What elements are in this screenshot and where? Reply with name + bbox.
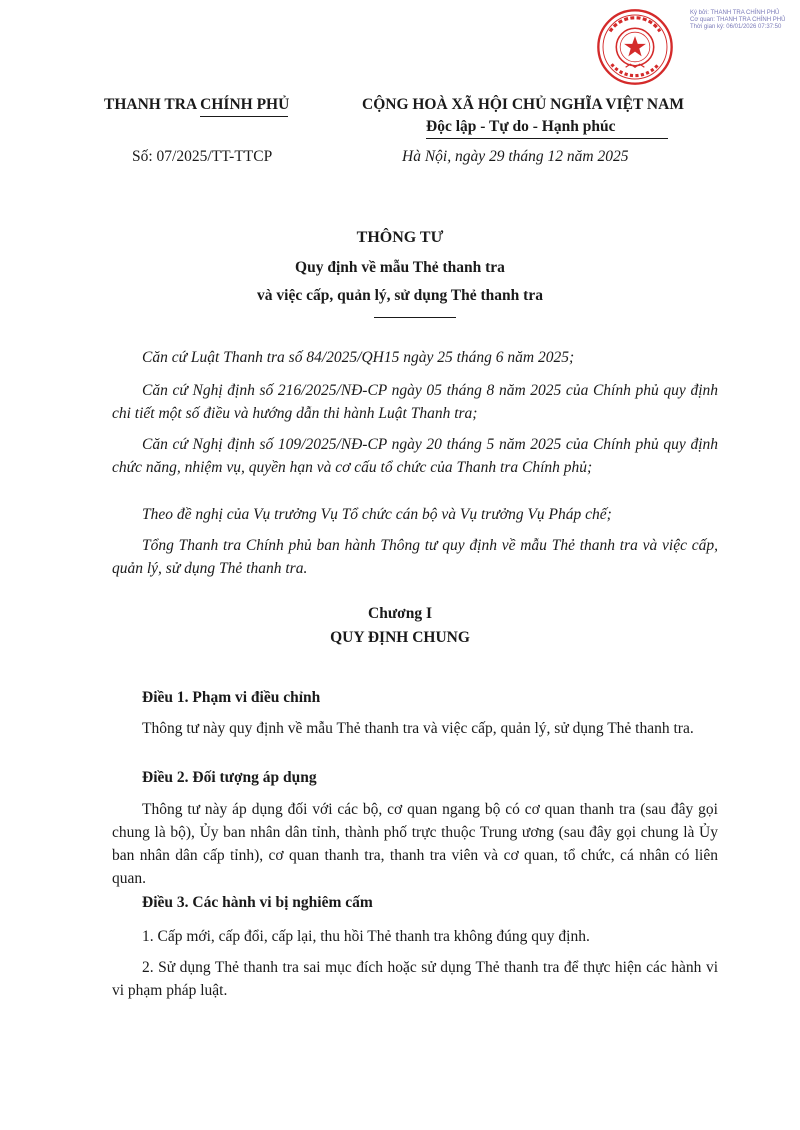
article-title: Điều 2. Đối tượng áp dụng xyxy=(142,769,317,786)
chapter-name: QUY ĐỊNH CHUNG xyxy=(330,629,470,646)
national-motto: Độc lập - Tự do - Hạnh phúc xyxy=(426,118,616,135)
article-title: Điều 3. Các hành vi bị nghiêm cấm xyxy=(142,894,373,911)
document-type: THÔNG TƯ xyxy=(356,229,444,246)
article-paragraph: 1. Cấp mới, cấp đổi, cấp lại, thu hồi Thẻ thanh tra không đúng quy định. xyxy=(142,928,590,945)
agency-underline xyxy=(200,116,288,117)
motto-underline xyxy=(426,138,668,139)
preamble-paragraph: Căn cứ Nghị định số 216/2025/NĐ-CP ngày 05 tháng 8 năm 2025 của Chính phủ quy định chi tiết một số điều và hướng dẫn thi hành Luật Thanh tra; xyxy=(112,382,718,422)
article-paragraph: Thông tư này áp dụng đối với các bộ, cơ quan ngang bộ có cơ quan thanh tra (sau đây gọi chung là bộ), Ủy ban nhân dân tỉnh, thành phố trực thuộc Trung ương (sau đây gọi chung là Ủy ban nhân dân cấp tỉnh), cơ quan thanh tra, thanh tra viên và cơ quan, tổ chức, cá nhân có liên quan. xyxy=(112,801,718,887)
article-title: Điều 1. Phạm vi điều chỉnh xyxy=(142,689,321,706)
digital-signature-info xyxy=(690,10,798,31)
document-number: Số: 07/2025/TT-TTCP xyxy=(132,148,273,165)
document-title-line2: và việc cấp, quản lý, sử dụng Thẻ thanh tra xyxy=(257,287,543,304)
signature-time: Thời gian ký: 06/01/2026 07:37:50 xyxy=(690,24,782,30)
article-paragraph: Thông tư này quy định về mẫu Thẻ thanh tra và việc cấp, quản lý, sử dụng Thẻ thanh tra. xyxy=(142,720,694,737)
title-divider xyxy=(374,317,456,318)
national-title: CỘNG HOÀ XÃ HỘI CHỦ NGHĨA VIỆT NAM xyxy=(362,96,684,113)
preamble-paragraph: Theo đề nghị của Vụ trưởng Vụ Tổ chức cán bộ và Vụ trưởng Vụ Pháp chế; xyxy=(142,506,612,523)
official-seal-icon xyxy=(596,8,674,86)
chapter-label: Chương I xyxy=(368,605,432,622)
article-paragraph: 2. Sử dụng Thẻ thanh tra sai mục đích hoặc sử dụng Thẻ thanh tra để thực hiện các hành vi vi phạm pháp luật. xyxy=(112,959,718,999)
document-title-line1: Quy định về mẫu Thẻ thanh tra xyxy=(295,259,505,276)
signature-org: Cơ quan: THANH TRA CHÍNH PHỦ xyxy=(690,17,786,23)
issuing-agency: THANH TRA CHÍNH PHỦ xyxy=(104,96,290,113)
signature-signer: Ký bởi: THANH TRA CHÍNH PHỦ xyxy=(690,10,780,16)
place-date: Hà Nội, ngày 29 tháng 12 năm 2025 xyxy=(402,148,629,165)
preamble-paragraph: Tổng Thanh tra Chính phủ ban hành Thông tư quy định về mẫu Thẻ thanh tra và việc cấp, quản lý, sử dụng Thẻ thanh tra. xyxy=(112,537,718,577)
preamble-paragraph: Căn cứ Nghị định số 109/2025/NĐ-CP ngày 20 tháng 5 năm 2025 của Chính phủ quy định chức năng, nhiệm vụ, quyền hạn và cơ cấu tổ chức của Thanh tra Chính phủ; xyxy=(112,436,718,476)
preamble-paragraph: Căn cứ Luật Thanh tra số 84/2025/QH15 ngày 25 tháng 6 năm 2025; xyxy=(142,349,575,366)
